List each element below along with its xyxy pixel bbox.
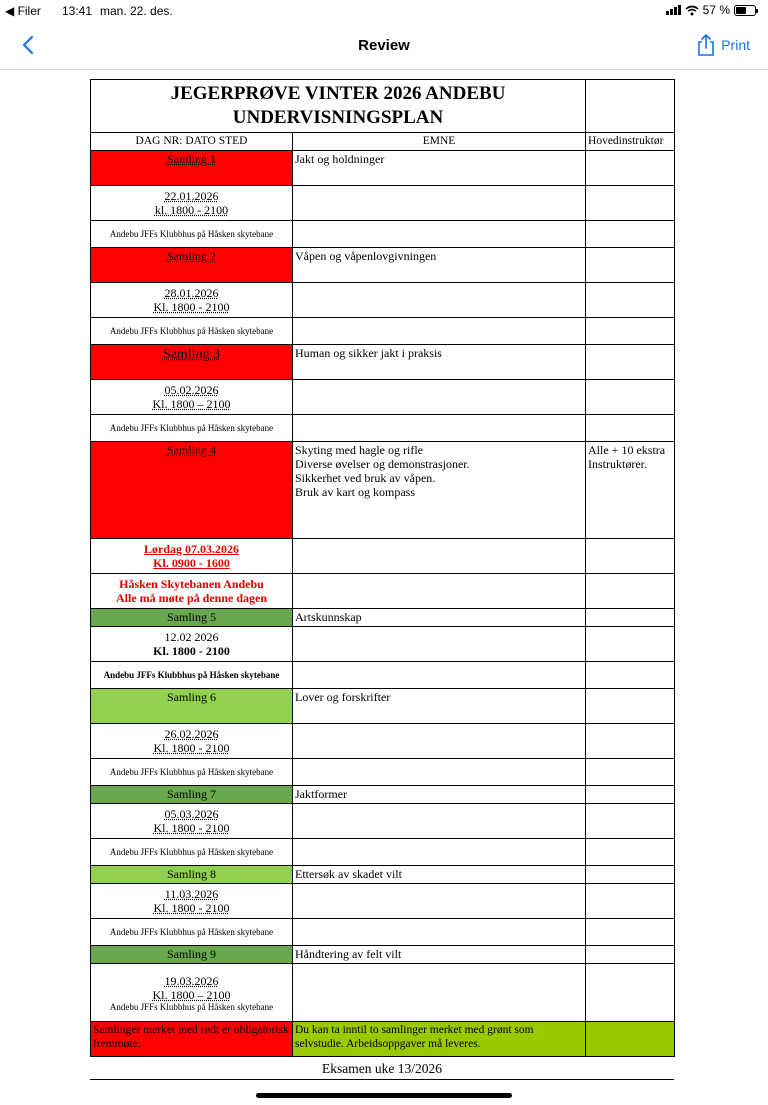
session-place: Andebu JFFs Klubbhus på Håsken skytebane xyxy=(91,662,293,689)
session-date: Lørdag 07.03.2026 xyxy=(143,542,239,556)
session-datetime-row xyxy=(91,380,675,415)
empty-cell xyxy=(293,574,586,609)
session-datetime xyxy=(91,283,293,318)
session-time: Kl. 1800 - 2100 xyxy=(153,300,230,314)
session-place-row xyxy=(91,839,675,866)
empty-cell xyxy=(293,221,586,248)
session-datetime-row xyxy=(91,627,675,662)
session-name: Samling 1 xyxy=(91,151,293,186)
session-datetime xyxy=(91,964,293,1022)
empty-cell xyxy=(586,283,675,318)
session-place: Andebu JFFs Klubbhus på Håsken skytebane xyxy=(91,318,293,345)
header-row xyxy=(91,133,675,151)
instructor-line: Instruktører. xyxy=(588,457,648,471)
session-topic: Våpen og våpenlovgivningen xyxy=(293,248,586,283)
empty-cell xyxy=(293,186,586,221)
session-place-row xyxy=(91,574,675,609)
empty-cell xyxy=(586,884,675,919)
session-place: Andebu JFFs Klubbhus på Håsken skytebane xyxy=(91,919,293,946)
session-topic: Jaktformer xyxy=(293,786,586,804)
home-indicator[interactable] xyxy=(256,1093,512,1098)
session-time: Kl. 1800 - 2100 xyxy=(153,644,230,658)
session-date: 05.03.2026 xyxy=(164,807,219,821)
session-name: Samling 6 xyxy=(91,689,293,724)
place-line: Alle må møte på denne dagen xyxy=(116,591,267,605)
session-datetime-row xyxy=(91,186,675,221)
legend-row xyxy=(91,1022,675,1057)
session-row xyxy=(91,248,675,283)
empty-cell xyxy=(586,759,675,786)
session-name: Samling 4 xyxy=(91,442,293,539)
session-date: 11.03.2026 xyxy=(164,887,219,901)
empty-cell xyxy=(586,964,675,1022)
print-label: Print xyxy=(721,37,750,53)
session-topic xyxy=(293,442,586,539)
session-row xyxy=(91,786,675,804)
topic-line: Diverse øvelser og demonstrasjoner. xyxy=(295,457,470,471)
session-row xyxy=(91,345,675,380)
session-datetime xyxy=(91,804,293,839)
session-topic: Håndtering av felt vilt xyxy=(293,946,586,964)
empty-cell xyxy=(586,919,675,946)
session-instructor xyxy=(586,151,675,186)
session-instructor xyxy=(586,786,675,804)
session-date: 19.03.2026 xyxy=(164,973,219,988)
empty-cell xyxy=(586,839,675,866)
session-datetime xyxy=(91,186,293,221)
empty-cell xyxy=(293,724,586,759)
session-datetime-row xyxy=(91,964,675,1022)
empty-cell xyxy=(293,662,586,689)
legend-red: Samlinger merket med rødt er obligatorisk fremmøte. xyxy=(91,1022,293,1057)
empty-cell xyxy=(293,415,586,442)
session-datetime xyxy=(91,627,293,662)
empty-cell xyxy=(293,839,586,866)
session-name: Samling 3 xyxy=(91,345,293,380)
session-instructor xyxy=(586,689,675,724)
session-row xyxy=(91,946,675,964)
session-place: Andebu JFFs Klubbhus på Håsken skytebane xyxy=(91,839,293,866)
empty-cell xyxy=(586,724,675,759)
empty-cell xyxy=(293,919,586,946)
session-time: Kl. 1800 – 2100 xyxy=(152,987,231,1002)
session-time: Kl. 1800 – 2100 xyxy=(152,397,231,411)
empty-cell xyxy=(293,884,586,919)
schedule-table xyxy=(90,79,675,1057)
share-icon xyxy=(697,34,715,56)
session-datetime xyxy=(91,380,293,415)
wifi-icon xyxy=(685,5,699,16)
empty-cell xyxy=(293,539,586,574)
session-place-row xyxy=(91,919,675,946)
document-title: JEGERPRØVE VINTER 2026 ANDEBU UNDERVISNINGSPLAN xyxy=(91,80,586,133)
empty-cell xyxy=(586,80,675,133)
empty-cell xyxy=(586,318,675,345)
session-place-row xyxy=(91,759,675,786)
empty-cell xyxy=(586,415,675,442)
session-place: Andebu JFFs Klubbhus på Håsken skytebane xyxy=(91,221,293,248)
navigation-bar xyxy=(0,22,768,70)
exam-note: Eksamen uke 13/2026 xyxy=(322,1061,442,1076)
session-time: Kl. 1800 - 2100 xyxy=(153,821,230,835)
session-place-row xyxy=(91,662,675,689)
session-topic: Jakt og holdninger xyxy=(293,151,586,186)
status-bar xyxy=(0,0,768,22)
session-place-row xyxy=(91,415,675,442)
instructor-line: Alle + 10 ekstra xyxy=(588,443,666,457)
nav-title: Review xyxy=(358,37,410,54)
empty-cell xyxy=(586,574,675,609)
col-header-topic: EMNE xyxy=(293,133,586,151)
session-date: 22.01.2026 xyxy=(164,189,219,203)
session-instructor xyxy=(586,866,675,884)
session-topic: Human og sikker jakt i praksis xyxy=(293,345,586,380)
session-row xyxy=(91,689,675,724)
session-datetime xyxy=(91,724,293,759)
session-time: Kl. 1800 - 2100 xyxy=(153,901,230,915)
session-datetime-row xyxy=(91,539,675,574)
battery-icon xyxy=(734,5,756,16)
session-date: 26.02.2026 xyxy=(164,727,219,741)
place-line: Håsken Skytebanen Andebu xyxy=(119,577,264,591)
session-time: Kl. 0900 - 1600 xyxy=(153,556,230,570)
document-page xyxy=(90,79,674,1057)
legend-empty xyxy=(586,1022,675,1057)
session-name: Samling 7 xyxy=(91,786,293,804)
back-to-app-link[interactable]: ◀ Filer xyxy=(5,4,41,18)
session-place: Andebu JFFs Klubbhus på Håsken skytebane xyxy=(91,759,293,786)
session-datetime-row xyxy=(91,724,675,759)
empty-cell xyxy=(293,804,586,839)
col-header-instructor: Hovedinstruktør xyxy=(586,133,675,151)
session-instructor xyxy=(586,345,675,380)
title-row xyxy=(91,80,675,133)
legend-green: Du kan ta inntil to samlinger merket med grønt som selvstudie. Arbeidsoppgaver må leveres. xyxy=(293,1022,586,1057)
session-date: 05.02.2026 xyxy=(164,383,219,397)
empty-cell xyxy=(293,627,586,662)
session-row xyxy=(91,442,675,539)
session-datetime-row xyxy=(91,804,675,839)
empty-cell xyxy=(586,627,675,662)
session-instructor xyxy=(586,946,675,964)
session-datetime-row xyxy=(91,884,675,919)
empty-cell xyxy=(586,221,675,248)
battery-percent: 57 % xyxy=(702,3,730,17)
session-name: Samling 2 xyxy=(91,248,293,283)
session-place xyxy=(91,574,293,609)
print-button[interactable] xyxy=(697,34,750,56)
session-name: Samling 8 xyxy=(91,866,293,884)
topic-line: Bruk av kart og kompass xyxy=(295,485,415,499)
col-header-day: DAG NR: DATO STED xyxy=(91,133,293,151)
status-time: 13:41 xyxy=(62,4,93,18)
empty-cell xyxy=(293,380,586,415)
empty-cell xyxy=(293,318,586,345)
session-instructor xyxy=(586,609,675,627)
topic-line: Sikkerhet ved bruk av våpen. xyxy=(295,471,436,485)
topic-line: Skyting med hagle og rifle xyxy=(295,443,423,457)
session-row xyxy=(91,151,675,186)
empty-cell xyxy=(293,283,586,318)
empty-cell xyxy=(586,662,675,689)
session-place: Andebu JFFs Klubbhus på Håsken skytebane xyxy=(91,415,293,442)
session-instructor xyxy=(586,248,675,283)
back-chevron-icon[interactable] xyxy=(18,34,40,56)
session-row xyxy=(91,866,675,884)
session-place: Andebu JFFs Klubbhus på Håsken skytebane xyxy=(109,1001,274,1012)
session-place-row xyxy=(91,318,675,345)
empty-cell xyxy=(586,804,675,839)
session-date: 28.01.2026 xyxy=(164,286,219,300)
session-date: 12.02 2026 xyxy=(164,630,219,644)
empty-cell xyxy=(293,964,586,1022)
session-topic: Ettersøk av skadet vilt xyxy=(293,866,586,884)
status-date: man. 22. des. xyxy=(100,4,173,18)
empty-cell xyxy=(586,539,675,574)
empty-cell xyxy=(586,186,675,221)
session-row xyxy=(91,609,675,627)
session-name: Samling 9 xyxy=(91,946,293,964)
session-datetime-row xyxy=(91,283,675,318)
session-topic: Lover og forskrifter xyxy=(293,689,586,724)
empty-cell xyxy=(586,380,675,415)
session-instructor xyxy=(586,442,675,539)
session-datetime xyxy=(91,539,293,574)
session-time: kl. 1800 - 2100 xyxy=(154,203,229,217)
session-datetime xyxy=(91,884,293,919)
footer-divider xyxy=(90,1079,674,1080)
session-time: Kl. 1800 - 2100 xyxy=(153,741,230,755)
cellular-signal-icon xyxy=(666,5,681,15)
session-topic: Artskunnskap xyxy=(293,609,586,627)
empty-cell xyxy=(293,759,586,786)
session-place-row xyxy=(91,221,675,248)
status-indicators xyxy=(666,3,756,17)
session-name: Samling 5 xyxy=(91,609,293,627)
